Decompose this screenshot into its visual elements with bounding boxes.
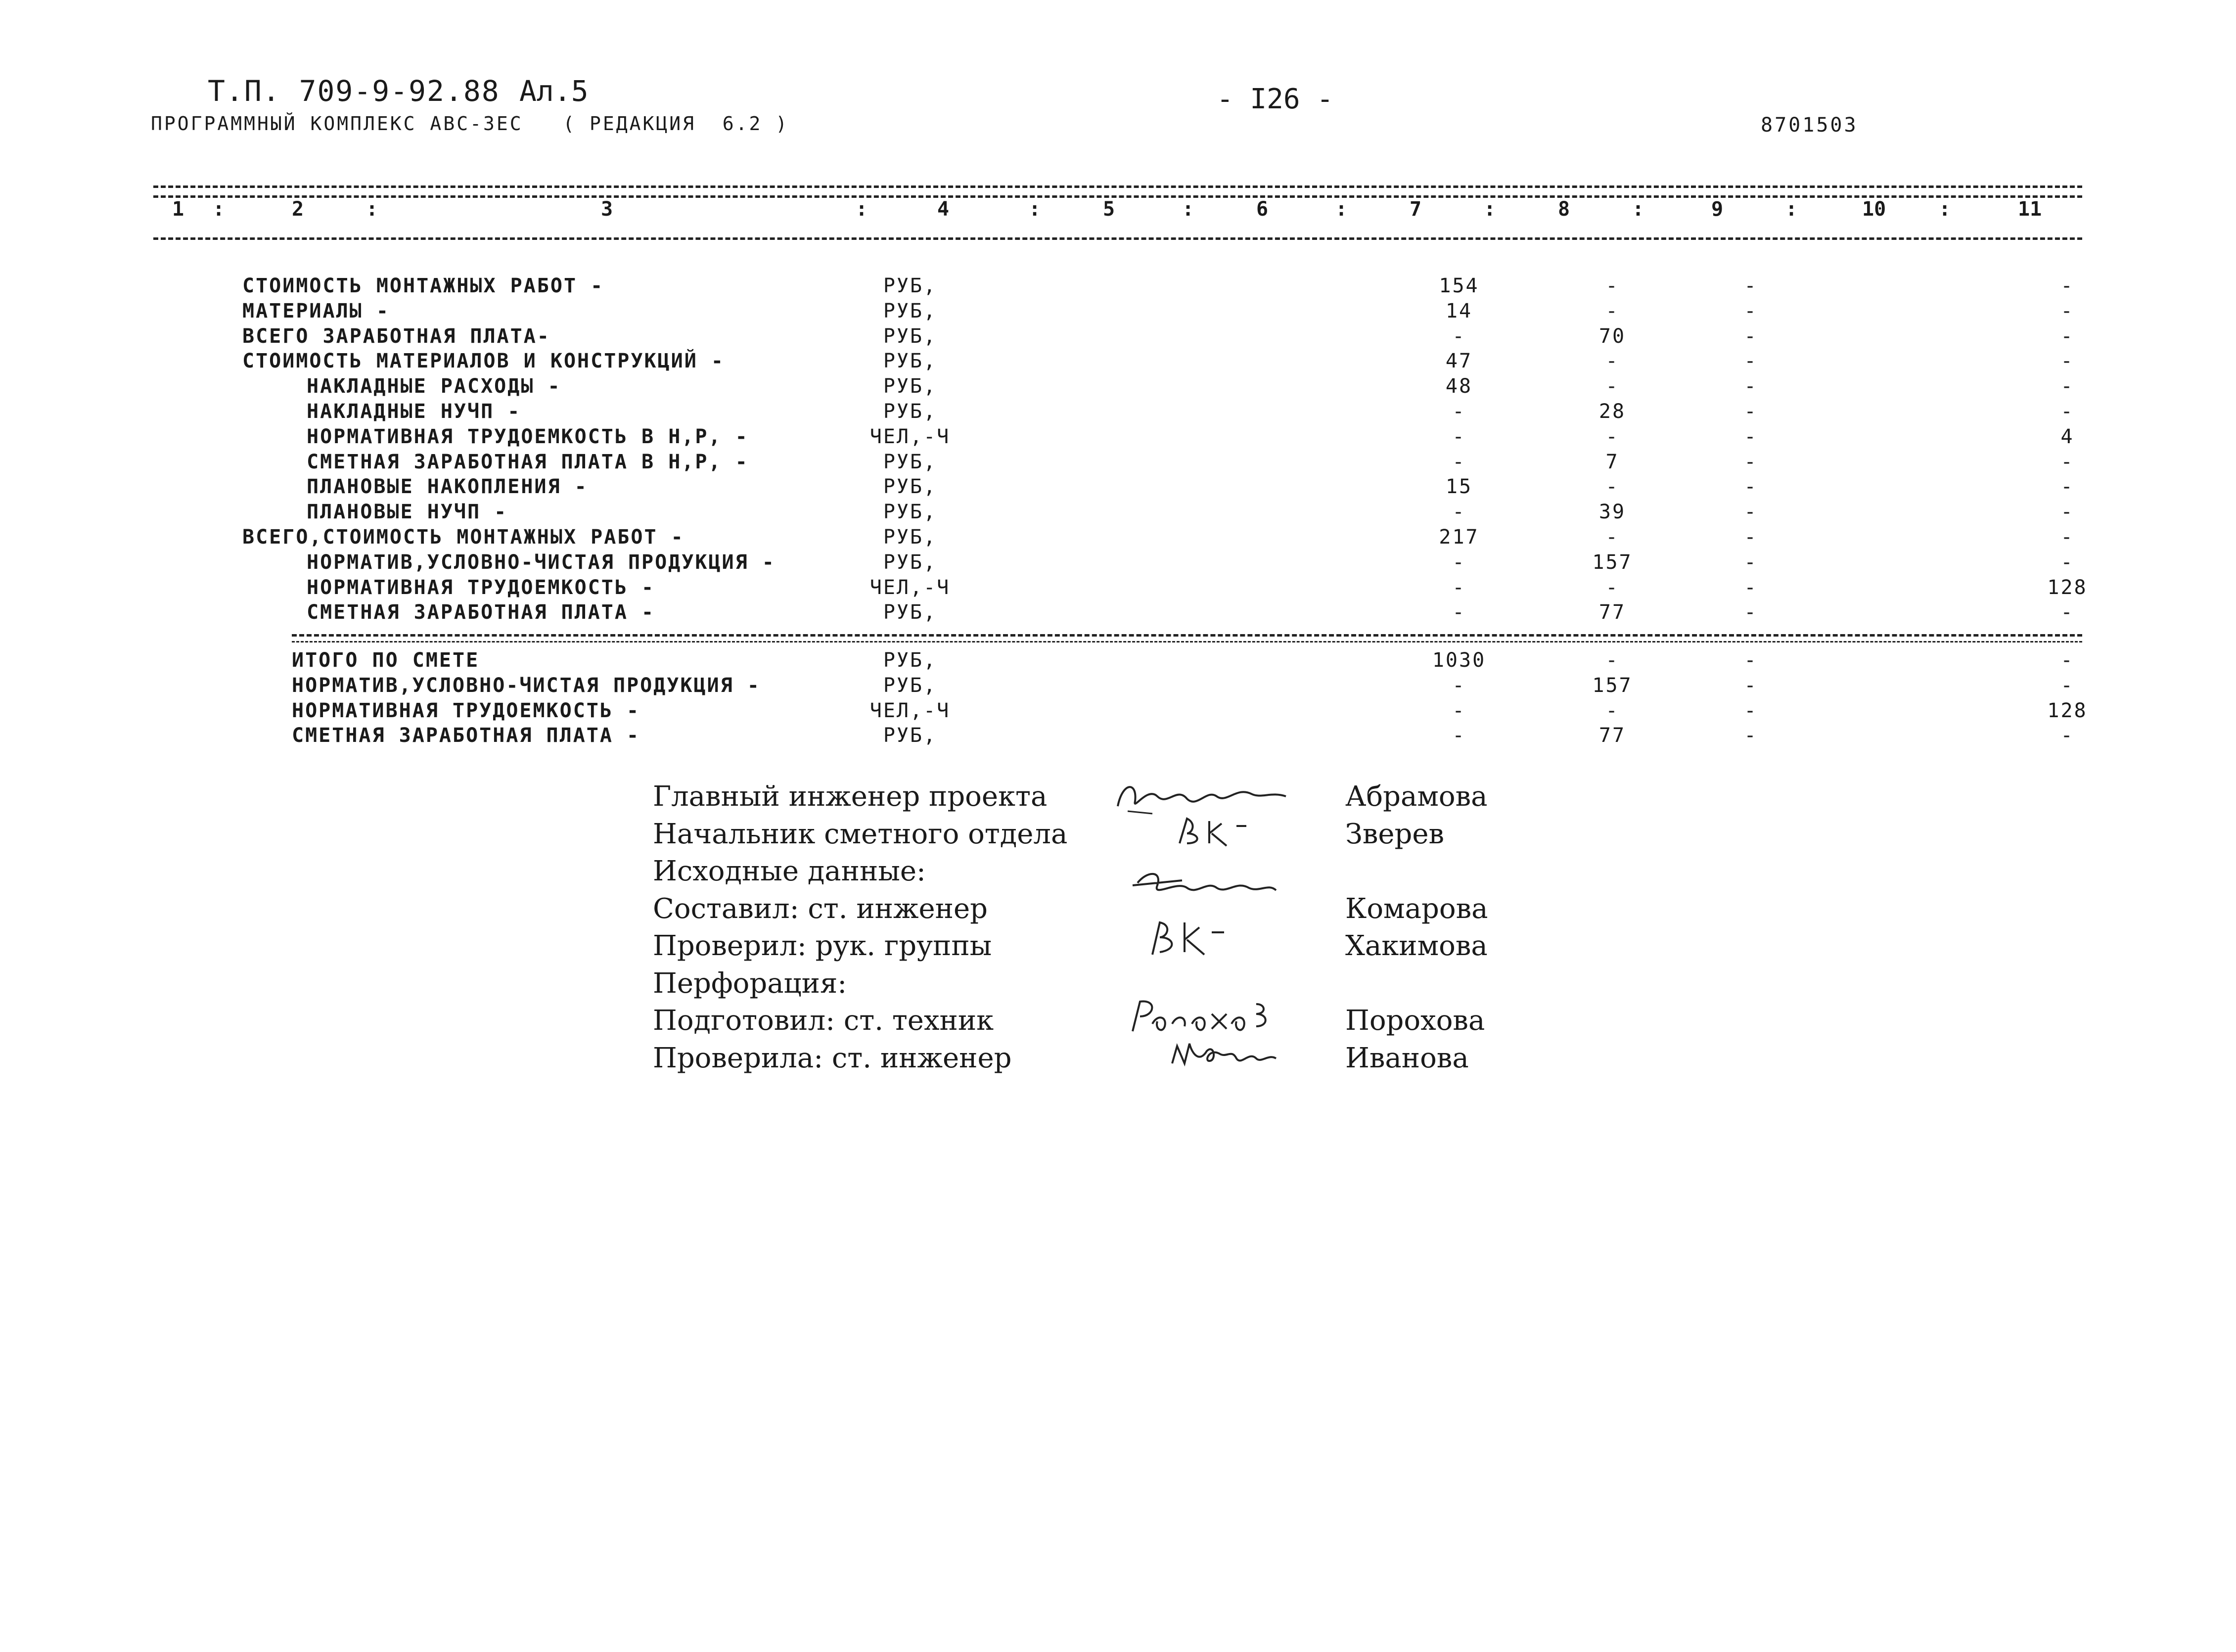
- row-label: НАКЛАДНЫЕ РАСХОДЫ -: [307, 375, 561, 398]
- value-cell-c7: 15: [1445, 475, 1473, 499]
- value-cell-c9: -: [1744, 649, 1758, 672]
- value-cell-c11: -: [2060, 724, 2074, 747]
- value-cell-c9: -: [1744, 350, 1758, 373]
- row-label: НОРМАТИВНАЯ ТРУДОЕМКОСТЬ В Н,Р, -: [307, 425, 749, 448]
- column-separator: :: [1182, 198, 1194, 221]
- value-cell-c7: 14: [1445, 299, 1473, 322]
- row-label: СМЕТНАЯ ЗАРАБОТНАЯ ПЛАТА В Н,Р, -: [307, 450, 749, 473]
- row-label: НОРМАТИВ,УСЛОВНО-ЧИСТАЯ ПРОДУКЦИЯ -: [292, 674, 761, 697]
- unit-cell: ЧЕЛ,-Ч: [869, 425, 951, 448]
- unit-cell: РУБ,: [883, 375, 937, 398]
- signature-name: Комарова: [1345, 892, 1488, 925]
- value-cell-c9: -: [1744, 375, 1758, 398]
- signature-input-data: [1128, 861, 1296, 910]
- value-cell-c11: -: [2060, 649, 2074, 672]
- row-label: ВСЕГО ЗАРАБОТНАЯ ПЛАТА-: [242, 324, 550, 348]
- unit-cell: РУБ,: [883, 551, 937, 574]
- column-number: 9: [1711, 198, 1724, 221]
- value-cell-c11: -: [2060, 275, 2074, 297]
- value-cell-c8: -: [1605, 576, 1619, 599]
- signature-title: Проверил: рук. группы: [653, 930, 992, 962]
- unit-cell: РУБ,: [883, 400, 937, 423]
- value-cell-c9: -: [1744, 475, 1758, 499]
- value-cell-c8: 157: [1592, 674, 1633, 697]
- row-label: СТОИМОСТЬ МОНТАЖНЫХ РАБОТ -: [242, 275, 604, 297]
- signature-title: Подготовил: ст. техник: [653, 1005, 994, 1037]
- table-top-rule: [153, 185, 2082, 188]
- unit-cell: РУБ,: [883, 724, 937, 747]
- document-number: 8701503: [1761, 114, 1858, 137]
- value-cell-c7: -: [1452, 324, 1466, 348]
- signature-title: Исходные данные:: [653, 855, 926, 887]
- row-label: НАКЛАДНЫЕ НУЧП -: [307, 400, 521, 423]
- row-label: ПЛАНОВЫЕ НАКОПЛЕНИЯ -: [307, 475, 588, 499]
- row-label: ВСЕГО,СТОИМОСТЬ МОНТАЖНЫХ РАБОТ -: [242, 526, 684, 549]
- signature-khakimova: [1142, 910, 1251, 964]
- signature-title: Проверила: ст. инженер: [653, 1042, 1012, 1074]
- unit-cell: ЧЕЛ,-Ч: [869, 576, 951, 599]
- value-cell-c9: -: [1744, 324, 1758, 348]
- column-number: 8: [1558, 198, 1570, 221]
- signature-title: Главный инженер проекта: [653, 780, 1048, 813]
- value-cell-c8: -: [1605, 299, 1619, 322]
- value-cell-c7: -: [1452, 501, 1466, 524]
- value-cell-c11: -: [2060, 400, 2074, 423]
- unit-cell: РУБ,: [883, 450, 937, 473]
- value-cell-c8: -: [1605, 699, 1619, 722]
- column-separator: :: [1785, 198, 1798, 221]
- totals-separator-rule-2: [292, 641, 2082, 642]
- signature-title: Начальник сметного отдела: [653, 818, 1068, 850]
- value-cell-c11: 128: [2047, 699, 2088, 722]
- value-cell-c7: -: [1452, 674, 1466, 697]
- value-cell-c8: -: [1605, 425, 1619, 448]
- column-number-row: [153, 198, 2082, 228]
- value-cell-c9: -: [1744, 674, 1758, 697]
- value-cell-c7: -: [1452, 450, 1466, 473]
- unit-cell: РУБ,: [883, 501, 937, 524]
- row-label: МАТЕРИАЛЫ -: [242, 299, 390, 322]
- column-separator: :: [1484, 198, 1496, 221]
- value-cell-c7: 1030: [1432, 649, 1486, 672]
- column-number: 10: [1862, 198, 1886, 221]
- value-cell-c7: -: [1452, 576, 1466, 599]
- value-cell-c8: 28: [1598, 400, 1626, 423]
- column-number: 5: [1103, 198, 1115, 221]
- signature-zverev: [1172, 811, 1281, 851]
- column-separator: :: [1939, 198, 1951, 221]
- value-cell-c9: -: [1744, 724, 1758, 747]
- value-cell-c9: -: [1744, 576, 1758, 599]
- column-number: 11: [2018, 198, 2042, 221]
- value-cell-c11: -: [2060, 501, 2074, 524]
- value-cell-c9: -: [1744, 275, 1758, 297]
- value-cell-c11: -: [2060, 350, 2074, 373]
- value-cell-c11: -: [2060, 375, 2074, 398]
- program-line: ПРОГРАММНЫЙ КОМПЛЕКС АВС-3ЕС ( РЕДАКЦИЯ 6.2 ): [151, 113, 789, 135]
- value-cell-c7: 154: [1439, 275, 1479, 297]
- column-number: 2: [292, 198, 304, 221]
- column-number: 6: [1256, 198, 1269, 221]
- value-cell-c7: 48: [1445, 375, 1473, 398]
- unit-cell: РУБ,: [883, 324, 937, 348]
- column-separator: :: [1029, 198, 1041, 221]
- value-cell-c7: -: [1452, 425, 1466, 448]
- value-cell-c8: -: [1605, 526, 1619, 549]
- value-cell-c9: -: [1744, 450, 1758, 473]
- signature-name: Порохова: [1345, 1005, 1485, 1037]
- row-label: СТОИМОСТЬ МАТЕРИАЛОВ И КОНСТРУКЦИЙ -: [242, 350, 725, 373]
- signature-name: Иванова: [1345, 1042, 1469, 1074]
- row-label: НОРМАТИВ,УСЛОВНО-ЧИСТАЯ ПРОДУКЦИЯ -: [307, 551, 776, 574]
- row-label: СМЕТНАЯ ЗАРАБОТНАЯ ПЛАТА -: [307, 601, 655, 624]
- page-number: - I26 -: [1217, 83, 1334, 115]
- unit-cell: РУБ,: [883, 601, 937, 624]
- signature-title: Перфорация:: [653, 967, 847, 1000]
- column-number: 3: [601, 198, 613, 221]
- signature-ivanova: [1162, 1034, 1291, 1073]
- value-cell-c9: -: [1744, 400, 1758, 423]
- value-cell-c8: 77: [1598, 601, 1626, 624]
- value-cell-c11: -: [2060, 526, 2074, 549]
- value-cell-c7: 47: [1445, 350, 1473, 373]
- unit-cell: РУБ,: [883, 299, 937, 322]
- value-cell-c8: -: [1605, 375, 1619, 398]
- column-separator: :: [366, 198, 378, 221]
- signature-name: Абрамова: [1345, 780, 1488, 813]
- value-cell-c7: -: [1452, 601, 1466, 624]
- value-cell-c8: -: [1605, 275, 1619, 297]
- value-cell-c11: 128: [2047, 576, 2088, 599]
- value-cell-c8: 157: [1592, 551, 1633, 574]
- document-code: Т.П. 709-9-92.88: [208, 74, 500, 108]
- value-cell-c7: 217: [1439, 526, 1479, 549]
- value-cell-c9: -: [1744, 501, 1758, 524]
- value-cell-c9: -: [1744, 299, 1758, 322]
- row-label: НОРМАТИВНАЯ ТРУДОЕМКОСТЬ -: [307, 576, 655, 599]
- signature-name: Хакимова: [1345, 930, 1488, 962]
- value-cell-c9: -: [1744, 551, 1758, 574]
- value-cell-c8: -: [1605, 649, 1619, 672]
- signature-title: Составил: ст. инженер: [653, 892, 988, 925]
- value-cell-c8: -: [1605, 475, 1619, 499]
- value-cell-c7: -: [1452, 724, 1466, 747]
- row-label: НОРМАТИВНАЯ ТРУДОЕМКОСТЬ -: [292, 699, 640, 722]
- column-separator: :: [1335, 198, 1348, 221]
- unit-cell: РУБ,: [883, 475, 937, 499]
- unit-cell: РУБ,: [883, 649, 937, 672]
- row-label: ИТОГО ПО СМЕТЕ: [292, 649, 480, 672]
- unit-cell: ЧЕЛ,-Ч: [869, 699, 951, 722]
- value-cell-c11: -: [2060, 324, 2074, 348]
- column-number: 7: [1410, 198, 1422, 221]
- value-cell-c9: -: [1744, 425, 1758, 448]
- value-cell-c9: -: [1744, 699, 1758, 722]
- value-cell-c11: -: [2060, 674, 2074, 697]
- value-cell-c8: 70: [1598, 324, 1626, 348]
- row-label: СМЕТНАЯ ЗАРАБОТНАЯ ПЛАТА -: [292, 724, 640, 747]
- value-cell-c9: -: [1744, 526, 1758, 549]
- unit-cell: РУБ,: [883, 674, 937, 697]
- value-cell-c8: 39: [1598, 501, 1626, 524]
- signature-porokhova: [1123, 994, 1281, 1039]
- header-bottom-rule: [153, 237, 2082, 240]
- value-cell-c11: -: [2060, 601, 2074, 624]
- row-label: ПЛАНОВЫЕ НУЧП -: [307, 501, 508, 524]
- value-cell-c9: -: [1744, 601, 1758, 624]
- column-separator: :: [1632, 198, 1644, 221]
- column-separator: :: [213, 198, 225, 221]
- value-cell-c8: 7: [1605, 450, 1619, 473]
- value-cell-c7: -: [1452, 400, 1466, 423]
- value-cell-c7: -: [1452, 699, 1466, 722]
- value-cell-c7: -: [1452, 551, 1466, 574]
- unit-cell: РУБ,: [883, 350, 937, 373]
- signature-name: Зверев: [1345, 818, 1445, 850]
- value-cell-c8: -: [1605, 350, 1619, 373]
- value-cell-c11: 4: [2060, 425, 2074, 448]
- unit-cell: РУБ,: [883, 526, 937, 549]
- sheet-label: Ал.5: [519, 74, 589, 108]
- value-cell-c11: -: [2060, 450, 2074, 473]
- value-cell-c8: 77: [1598, 724, 1626, 747]
- column-number: 4: [937, 198, 950, 221]
- column-number: 1: [172, 198, 184, 221]
- value-cell-c11: -: [2060, 475, 2074, 499]
- unit-cell: РУБ,: [883, 275, 937, 297]
- column-separator: :: [856, 198, 868, 221]
- value-cell-c11: -: [2060, 551, 2074, 574]
- value-cell-c11: -: [2060, 299, 2074, 322]
- totals-separator-rule: [292, 634, 2082, 637]
